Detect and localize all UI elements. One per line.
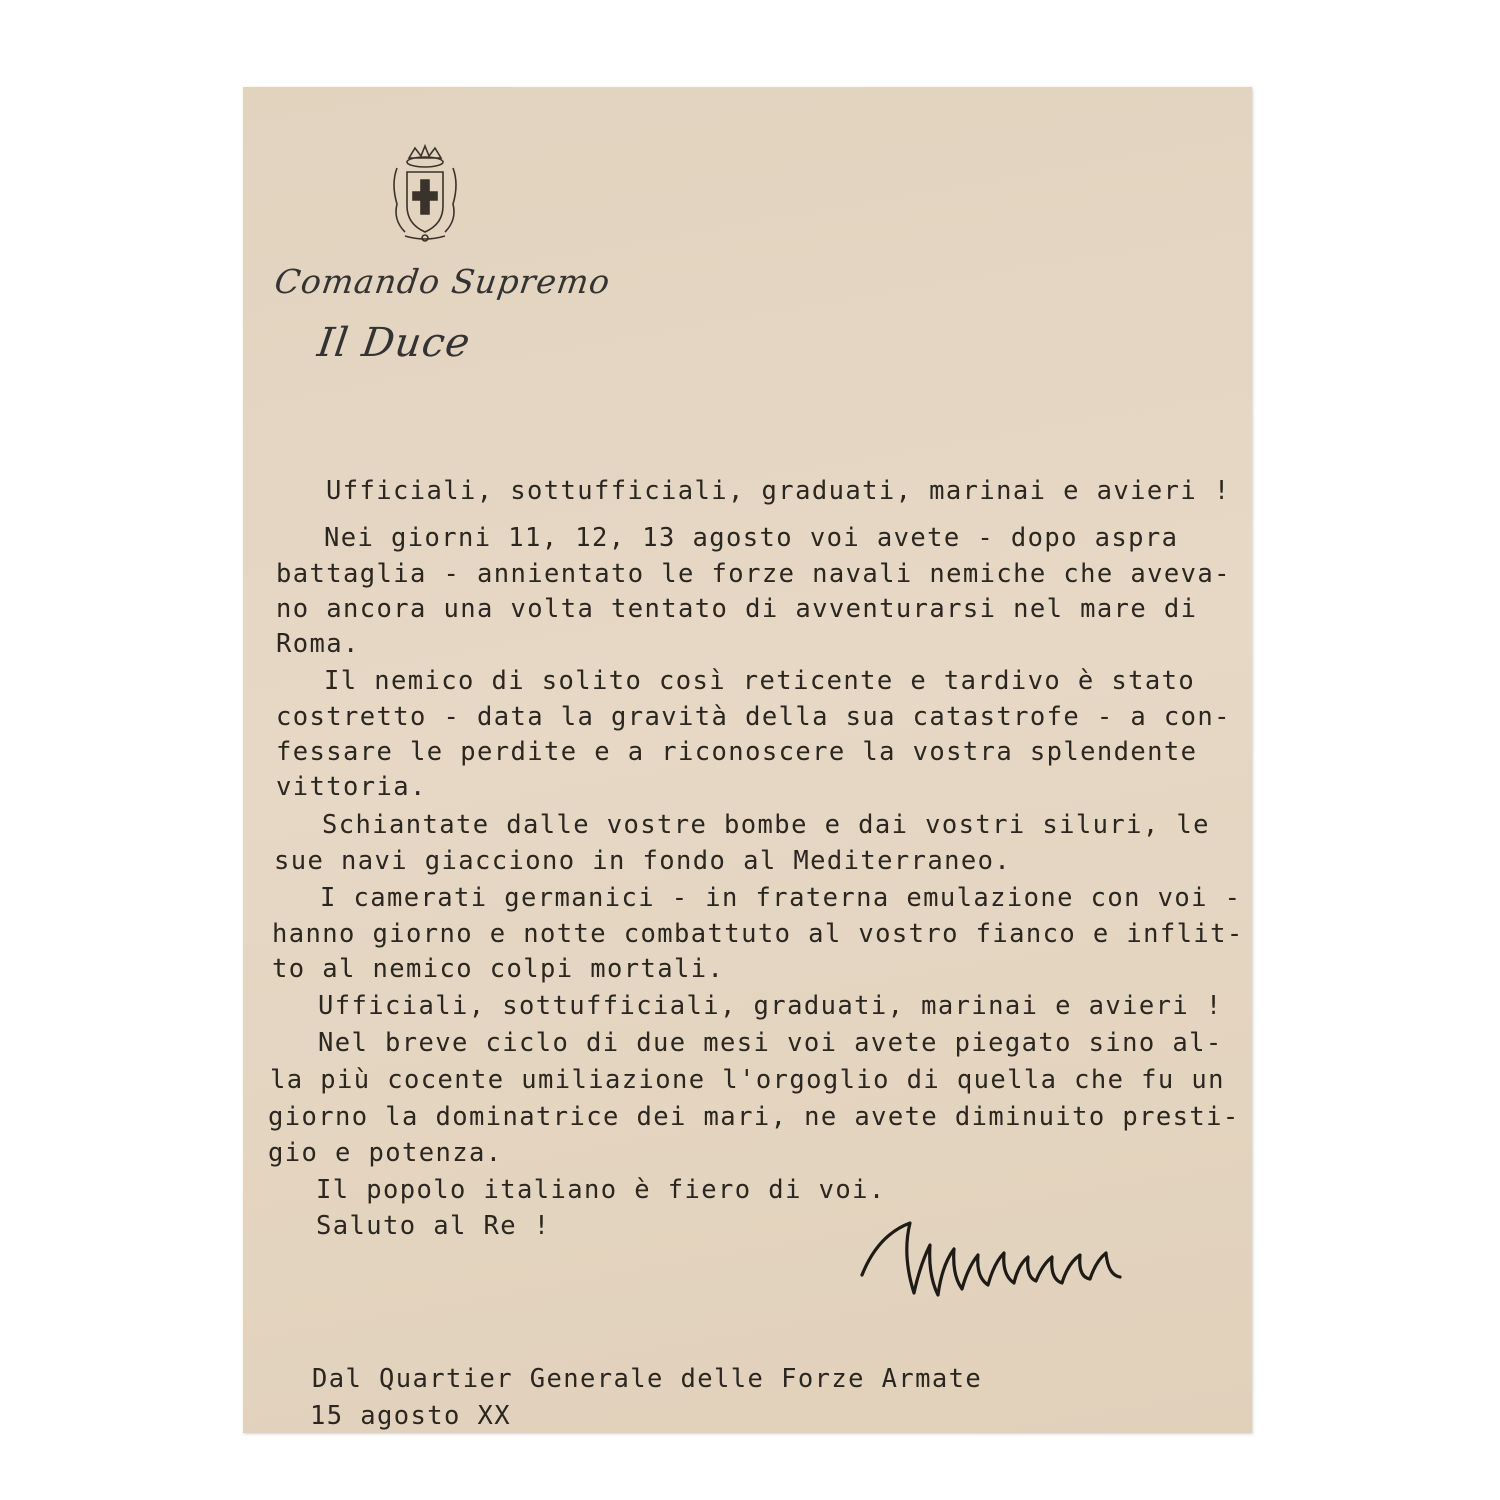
body-line: fessare le perdite e a riconoscere la vostra splendente (276, 737, 1198, 767)
body-line: vittoria. (276, 772, 427, 802)
body-line: giorno la dominatrice dei mari, ne avete diminuito presti- (268, 1102, 1240, 1132)
body-line: Schiantate dalle vostre bombe e dai vostri siluri, le (322, 810, 1210, 840)
body-line: battaglia - annientato le forze navali nemiche che aveva- (276, 559, 1231, 589)
body-line: la più cocente umiliazione l'orgoglio di quella che fu un (270, 1065, 1225, 1095)
signature (858, 1205, 1138, 1305)
body-line: no ancora una volta tentato di avventurarsi nel mare di (276, 594, 1198, 624)
letterhead-il-duce: Il Duce (314, 320, 474, 366)
body-line: gio e potenza. (268, 1138, 503, 1168)
body-line: Ufficiali, sottufficiali, graduati, marinai e avieri ! (326, 476, 1231, 506)
closing-salute: Saluto al Re ! (316, 1211, 551, 1241)
body-line: sue navi giacciono in fondo al Mediterraneo. (274, 846, 1012, 876)
letterhead-comando-supremo: Comando Supremo (272, 262, 614, 301)
body-line: Roma. (276, 629, 360, 659)
body-line: Il popolo italiano è fiero di voi. (316, 1175, 886, 1205)
body-line: Nei giorni 11, 12, 13 agosto voi avete - dopo aspra (324, 523, 1179, 553)
royal-crest-icon (385, 144, 465, 244)
footer-date: 15 agosto XX (310, 1401, 512, 1431)
body-line: Nel breve ciclo di due mesi voi avete piegato sino al- (318, 1028, 1223, 1058)
body-line: hanno giorno e notte combattuto al vostro fianco e inflit- (272, 919, 1244, 949)
footer-place: Dal Quartier Generale delle Forze Armate (312, 1364, 983, 1394)
body-line: costretto - data la gravità della sua catastrofe - a con- (276, 702, 1231, 732)
body-line: Ufficiali, sottufficiali, graduati, marinai e avieri ! (318, 991, 1223, 1021)
body-line: to al nemico colpi mortali. (272, 954, 725, 984)
body-line: Il nemico di solito così reticente e tardivo è stato (324, 666, 1196, 696)
body-line: I camerati germanici - in fraterna emulazione con voi - (320, 883, 1242, 913)
